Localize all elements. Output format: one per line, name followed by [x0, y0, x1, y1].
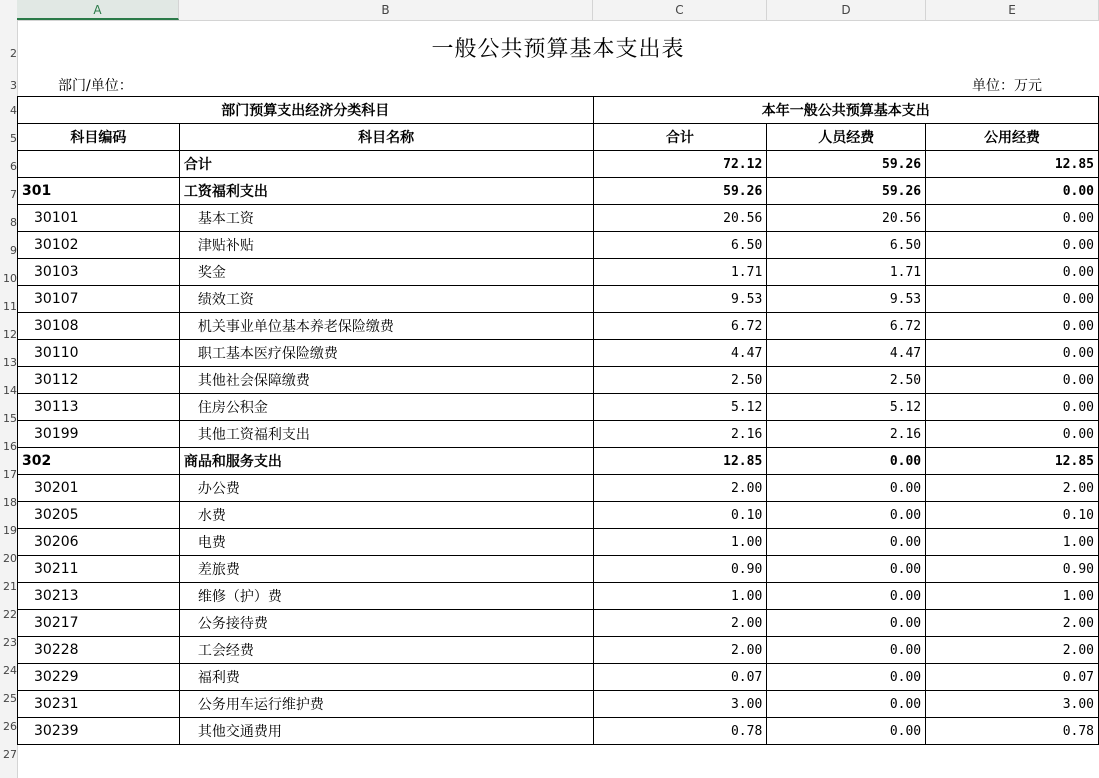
cell-code[interactable]: 30110 [18, 340, 180, 367]
table-row [18, 340, 1099, 367]
table-row [18, 394, 1099, 421]
cell-personnel[interactable]: 0.00 [767, 556, 926, 583]
cell-code[interactable]: 30103 [18, 259, 180, 286]
cell-name[interactable]: 机关事业单位基本养老保险缴费 [179, 313, 593, 340]
cell-code[interactable]: 30201 [18, 475, 180, 502]
cell-public[interactable]: 0.00 [926, 313, 1099, 340]
cell-public[interactable]: 2.00 [926, 637, 1099, 664]
cell-total[interactable]: 0.10 [593, 502, 767, 529]
cell-name[interactable]: 福利费 [179, 664, 593, 691]
cell-personnel[interactable]: 59.26 [767, 178, 926, 205]
cell-code[interactable]: 301 [18, 178, 180, 205]
cell-personnel[interactable]: 0.00 [767, 475, 926, 502]
table-row [18, 502, 1099, 529]
header-row-columns [18, 124, 1099, 151]
cell-code[interactable]: 30231 [18, 691, 180, 718]
cell-personnel[interactable]: 9.53 [767, 286, 926, 313]
table-row [18, 637, 1099, 664]
cell-public[interactable]: 3.00 [926, 691, 1099, 718]
cell-personnel[interactable]: 1.71 [767, 259, 926, 286]
cell-public[interactable]: 12.85 [926, 448, 1099, 475]
column-header-b[interactable]: B [179, 0, 593, 20]
cell-personnel[interactable]: 6.50 [767, 232, 926, 259]
cell-name[interactable]: 工会经费 [179, 637, 593, 664]
cell-public[interactable]: 0.00 [926, 340, 1099, 367]
header-personnel[interactable]: 人员经费 [767, 124, 926, 151]
row-header[interactable]: 16 [3, 440, 17, 453]
table-row [18, 205, 1099, 232]
row-header[interactable]: 17 [3, 468, 17, 481]
cell-name[interactable]: 维修（护）费 [179, 583, 593, 610]
cell-personnel[interactable]: 0.00 [767, 691, 926, 718]
cell-total[interactable]: 5.12 [593, 394, 767, 421]
cell-personnel[interactable]: 0.00 [767, 448, 926, 475]
header-group-left[interactable]: 部门预算支出经济分类科目 [18, 97, 594, 124]
cell-personnel[interactable]: 4.47 [767, 340, 926, 367]
row-header[interactable]: 19 [3, 524, 17, 537]
cell-public[interactable]: 0.00 [926, 232, 1099, 259]
table-row [18, 529, 1099, 556]
cell-name[interactable]: 差旅费 [179, 556, 593, 583]
cell-public[interactable]: 0.78 [926, 718, 1099, 745]
row-header[interactable]: 6 [10, 160, 17, 173]
cell-public[interactable]: 1.00 [926, 583, 1099, 610]
cell-code[interactable]: 30112 [18, 367, 180, 394]
cell-name[interactable]: 水费 [179, 502, 593, 529]
column-header-c[interactable]: C [593, 0, 767, 20]
cell-code[interactable]: 30199 [18, 421, 180, 448]
header-name[interactable]: 科目名称 [179, 124, 593, 151]
cell-personnel[interactable]: 0.00 [767, 718, 926, 745]
cell-code[interactable]: 30107 [18, 286, 180, 313]
table-row [18, 691, 1099, 718]
cell-code[interactable]: 30213 [18, 583, 180, 610]
row-header[interactable]: 24 [3, 664, 17, 677]
row-header[interactable]: 13 [3, 356, 17, 369]
cell-total[interactable]: 0.07 [593, 664, 767, 691]
cell-public[interactable]: 2.00 [926, 475, 1099, 502]
cell-total[interactable]: 2.16 [593, 421, 767, 448]
row-header[interactable]: 7 [10, 188, 17, 201]
row-header[interactable]: 2 [10, 47, 17, 60]
cell-total[interactable]: 1.00 [593, 529, 767, 556]
cell-name[interactable]: 其他交通费用 [179, 718, 593, 745]
cell-total[interactable]: 0.90 [593, 556, 767, 583]
cell-public[interactable]: 0.07 [926, 664, 1099, 691]
cell-name[interactable]: 其他社会保障缴费 [179, 367, 593, 394]
row-header[interactable]: 18 [3, 496, 17, 509]
dept-label[interactable]: 部门/单位： [58, 78, 133, 94]
row-header[interactable]: 12 [3, 328, 17, 341]
cell-personnel[interactable]: 0.00 [767, 637, 926, 664]
cell-public[interactable]: 2.00 [926, 610, 1099, 637]
cell-personnel[interactable]: 5.12 [767, 394, 926, 421]
table-row [18, 583, 1099, 610]
column-header-bar [0, 0, 1099, 21]
row-header-bar [0, 20, 18, 778]
cell-public[interactable]: 0.90 [926, 556, 1099, 583]
cell-public[interactable]: 0.10 [926, 502, 1099, 529]
cell-total[interactable]: 2.00 [593, 637, 767, 664]
table-row [18, 664, 1099, 691]
cell-code[interactable]: 30102 [18, 232, 180, 259]
cell-total[interactable]: 20.56 [593, 205, 767, 232]
cell-public[interactable]: 0.00 [926, 394, 1099, 421]
cell-code[interactable]: 30108 [18, 313, 180, 340]
budget-table [17, 96, 1099, 745]
cell-name[interactable]: 职工基本医疗保险缴费 [179, 340, 593, 367]
table-row [18, 151, 1099, 178]
cell-personnel[interactable]: 0.00 [767, 583, 926, 610]
cell-name[interactable]: 办公费 [179, 475, 593, 502]
row-header[interactable]: 4 [10, 104, 17, 117]
cell-personnel[interactable]: 0.00 [767, 529, 926, 556]
cell-personnel[interactable]: 0.00 [767, 664, 926, 691]
cell-public[interactable]: 0.00 [926, 259, 1099, 286]
cell-total[interactable]: 72.12 [593, 151, 767, 178]
cell-code[interactable]: 30217 [18, 610, 180, 637]
cell-total[interactable]: 2.00 [593, 610, 767, 637]
cell-total[interactable]: 1.71 [593, 259, 767, 286]
table-row [18, 286, 1099, 313]
cell-public[interactable]: 0.00 [926, 367, 1099, 394]
cell-personnel[interactable]: 20.56 [767, 205, 926, 232]
cell-total[interactable]: 6.72 [593, 313, 767, 340]
cell-code[interactable]: 30113 [18, 394, 180, 421]
cell-personnel[interactable]: 0.00 [767, 610, 926, 637]
cell-total[interactable]: 9.53 [593, 286, 767, 313]
cell-personnel[interactable]: 2.50 [767, 367, 926, 394]
cell-code[interactable]: 30239 [18, 718, 180, 745]
header-group-right[interactable]: 本年一般公共预算基本支出 [593, 97, 1098, 124]
cell-code[interactable]: 30228 [18, 637, 180, 664]
column-header-a[interactable]: A [17, 0, 179, 20]
table-row [18, 556, 1099, 583]
row-header[interactable]: 20 [3, 552, 17, 565]
cell-name[interactable]: 公务用车运行维护费 [179, 691, 593, 718]
cell-name[interactable]: 奖金 [179, 259, 593, 286]
row-header[interactable]: 9 [10, 244, 17, 257]
cell-total[interactable]: 2.50 [593, 367, 767, 394]
cell-total[interactable]: 4.47 [593, 340, 767, 367]
cell-code[interactable]: 30206 [18, 529, 180, 556]
cell-name[interactable]: 工资福利支出 [179, 178, 593, 205]
table-row [18, 178, 1099, 205]
cell-public[interactable]: 0.00 [926, 421, 1099, 448]
column-header-e[interactable]: E [926, 0, 1099, 20]
header-code[interactable]: 科目编码 [18, 124, 180, 151]
cell-total[interactable]: 1.00 [593, 583, 767, 610]
cell-name[interactable]: 电费 [179, 529, 593, 556]
row-header[interactable]: 11 [3, 300, 17, 313]
sheet-title[interactable]: 一般公共预算基本支出表 [431, 37, 685, 62]
table-row [18, 313, 1099, 340]
header-row-group [18, 97, 1099, 124]
cell-public[interactable]: 12.85 [926, 151, 1099, 178]
cell-total[interactable]: 59.26 [593, 178, 767, 205]
cell-name[interactable]: 基本工资 [179, 205, 593, 232]
cell-code[interactable]: 30101 [18, 205, 180, 232]
cell-code[interactable]: 30205 [18, 502, 180, 529]
cell-code[interactable]: 302 [18, 448, 180, 475]
table-row [18, 421, 1099, 448]
row-header[interactable]: 23 [3, 636, 17, 649]
cell-total[interactable]: 0.78 [593, 718, 767, 745]
row-header[interactable]: 22 [3, 608, 17, 621]
cell-total[interactable]: 6.50 [593, 232, 767, 259]
row-header[interactable]: 3 [10, 79, 17, 92]
cell-personnel[interactable]: 0.00 [767, 502, 926, 529]
cell-code[interactable] [18, 151, 180, 178]
header-public[interactable]: 公用经费 [926, 124, 1099, 151]
cell-total[interactable]: 12.85 [593, 448, 767, 475]
cell-personnel[interactable]: 2.16 [767, 421, 926, 448]
cell-total[interactable]: 2.00 [593, 475, 767, 502]
header-total[interactable]: 合计 [593, 124, 767, 151]
cell-code[interactable]: 30229 [18, 664, 180, 691]
cell-public[interactable]: 0.00 [926, 178, 1099, 205]
row-header[interactable]: 15 [3, 412, 17, 425]
cell-name[interactable]: 其他工资福利支出 [179, 421, 593, 448]
row-header[interactable]: 25 [3, 692, 17, 705]
cell-personnel[interactable]: 6.72 [767, 313, 926, 340]
cell-public[interactable]: 0.00 [926, 205, 1099, 232]
table-row [18, 367, 1099, 394]
row-header[interactable]: 26 [3, 720, 17, 733]
cell-name[interactable]: 合计 [179, 151, 593, 178]
cell-public[interactable]: 0.00 [926, 286, 1099, 313]
table-row [18, 232, 1099, 259]
row-header[interactable]: 14 [3, 384, 17, 397]
table-row [18, 610, 1099, 637]
table-row [18, 259, 1099, 286]
cell-public[interactable]: 1.00 [926, 529, 1099, 556]
cell-total[interactable]: 3.00 [593, 691, 767, 718]
cell-name[interactable]: 公务接待费 [179, 610, 593, 637]
row-header[interactable]: 5 [10, 132, 17, 145]
row-header[interactable]: 8 [10, 216, 17, 229]
column-header-d[interactable]: D [767, 0, 926, 20]
table-row [18, 448, 1099, 475]
table-row [18, 718, 1099, 745]
row-header[interactable]: 27 [3, 748, 17, 761]
cell-name[interactable]: 商品和服务支出 [179, 448, 593, 475]
row-header[interactable]: 10 [3, 272, 17, 285]
cell-name[interactable]: 绩效工资 [179, 286, 593, 313]
cell-name[interactable]: 住房公积金 [179, 394, 593, 421]
row-header[interactable]: 21 [3, 580, 17, 593]
cell-personnel[interactable]: 59.26 [767, 151, 926, 178]
cell-code[interactable]: 30211 [18, 556, 180, 583]
table-row [18, 475, 1099, 502]
unit-label[interactable]: 单位：万元 [972, 78, 1042, 94]
cell-name[interactable]: 津贴补贴 [179, 232, 593, 259]
